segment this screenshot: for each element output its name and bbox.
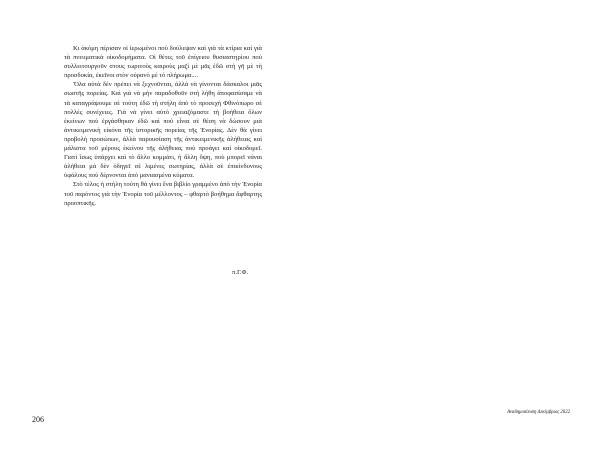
running-footer: Αναδημοσίευση Δεκέμβριος 2022: [507, 410, 570, 415]
paragraph-3: Στὸ τέλος ἡ στήλη τούτη θὰ γίνει ἕνα βιβλίο γραμμένο ἀπὸ τὴν Ἑνορία τοῦ παρόντος γιὰ τὴν Ἑνορία τοῦ μέλλοντος – φθαρτὸ βοήθημα ἄφθαρτης προοπτικῆς.: [64, 181, 262, 207]
paragraph-2: Ὅλα αὐτὰ δὲν πρέπει νὰ ξεχνοῦνται, ἀλλὰ νὰ γίνονται δάσκαλοι μιᾶς σωστῆς πορείας. Καὶ γιὰ νὰ μὴν παραδοθοῦν στὴ λήθη ἀποφασίσαμε νὰ τὰ καταγράψουμε σὲ τούτη ἐδῶ τὴ στήλη ἀπὸ τὸ προσεχὴ Φθινόπωρο σὲ πολλὲς συνέχειες. Γιὰ νὰ γίνει αὐτὸ χρειαζόμαστε τὴ βοήθεια ὅλων ἐκείνων ποὺ ἐργάσθηκαν ἐδῶ καὶ ποὺ εἶναι σὲ θέση νὰ δώσουν μιὰ ἀντικειμενικὴ εἰκόνα τῆς ἱστορικῆς πορείας τῆς Ἑνορίας. Δὲν θὰ γίνει προβολὴ προσώπων, ἀλλὰ παρουσίαση τῆς ἀντικειμενικῆς ἀλήθειας καὶ μάλιστα τοῦ μέρους ἐκείνου τῆς ἀλήθειας ποὺ προάγει καὶ οἰκοδομεῖ. Γιατὶ ἴσως ὑπάρχει καὶ τὸ ἄλλο κομμάτι, ἡ ἄλλη ὄψη, ποὺ μπορεῖ νάναι ἀλήθεια μὰ δὲν ὁδηγεῖ σὲ λιμένες σωτηρίας, ἀλλὰ σὲ ἐπικίνδυνους ὑφάλους ποὺ δέρνονται ἀπὸ μανιασμένα κύματα.: [64, 81, 262, 180]
article-body: [64, 44, 262, 208]
author-signature: π.Γ.Φ.: [232, 269, 249, 276]
page-number: 206: [32, 415, 44, 424]
paragraph-1: Κι ἀκόμη πέρισαν οἱ ἱερωμένοι ποὺ δούλεψαν καὶ γιὰ τὰ κτίρια καὶ γιὰ τὰ πνευματικὰ οἰκοδομήματα. Οἱ θέτες τοῦ ἐπίγειου θυσιαστηρίου ποὺ συλλειτουργοῦν στους τωρινοὺς καιροὺς μαζὶ μὲ μᾶς ἐδῶ στὴ γῆ μὲ τὴ προσδοκία, ἐκεῖνοι στὸν οὐρανὸ μὲ τὸ πλήρωμα....: [64, 45, 262, 80]
